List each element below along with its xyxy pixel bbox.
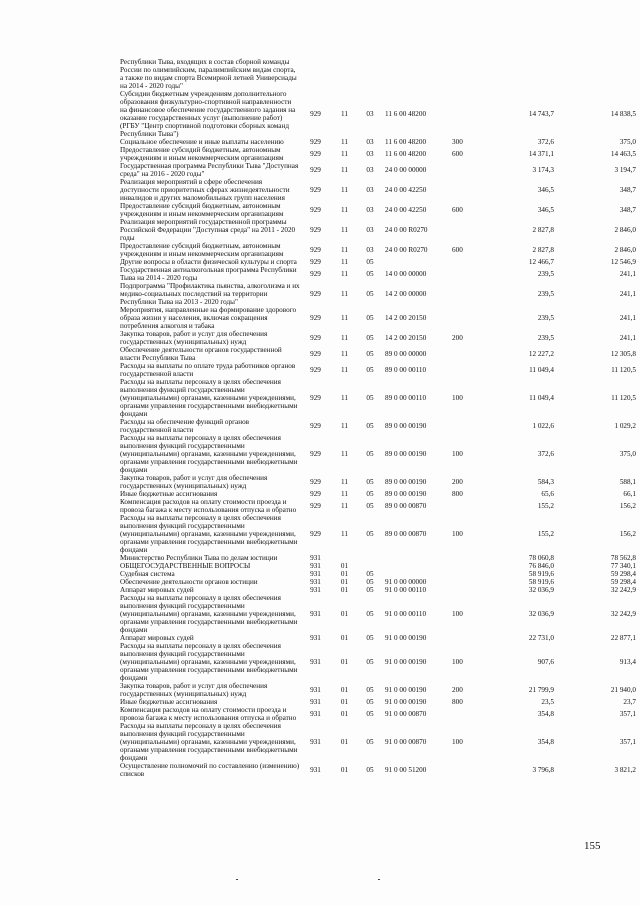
row-department-code: 929 xyxy=(310,110,321,118)
row-description: Предоставление субсидий бюджетным, автономным учреждениям и иным некоммерческим организациям xyxy=(120,202,284,218)
row-expense-type-code: 200 xyxy=(452,334,463,342)
table-row xyxy=(120,178,636,202)
row-subsection-code: 05 xyxy=(366,766,374,774)
row-amount-year-2: 156,2 xyxy=(619,530,636,538)
row-amount-year-2: 11 120,5 xyxy=(611,394,636,402)
table-row xyxy=(120,474,636,490)
row-section-code: 11 xyxy=(341,478,348,486)
row-amount-year-2: 241,1 xyxy=(619,314,636,322)
row-amount-year-1: 372,6 xyxy=(537,138,554,146)
row-subsection-code: 05 xyxy=(366,314,374,322)
row-description: Аппарат мировых судей xyxy=(120,586,194,594)
row-amount-year-2: 375,0 xyxy=(619,450,636,458)
table-row xyxy=(120,258,636,266)
row-description: Компенсация расходов на оплату стоимости проезда и провоза багажа к месту использования отпуска и обратно xyxy=(120,498,297,514)
row-section-code: 01 xyxy=(340,634,349,642)
row-subsection-code: 03 xyxy=(366,110,374,118)
row-subsection-code: 05 xyxy=(366,450,374,458)
row-target-article-code: 14 0 00 00000 xyxy=(385,270,427,278)
row-amount-year-1: 12 227,2 xyxy=(528,350,554,358)
table-row xyxy=(120,594,636,634)
row-department-code: 931 xyxy=(310,658,321,666)
row-subsection-code: 05 xyxy=(366,658,374,666)
row-section-code: 11 xyxy=(341,490,348,498)
scan-speck xyxy=(378,879,380,880)
row-expense-type-code: 600 xyxy=(452,246,463,254)
row-amount-year-1: 32 036,9 xyxy=(528,586,554,594)
row-section-code: 11 xyxy=(341,246,348,254)
row-subsection-code: 05 xyxy=(366,634,374,642)
row-target-article-code: 24 0 00 R0270 xyxy=(385,226,428,234)
row-expense-type-code: 300 xyxy=(452,138,463,146)
row-subsection-code: 05 xyxy=(366,686,374,694)
row-subsection-code: 05 xyxy=(366,422,374,430)
table-row xyxy=(120,282,636,306)
row-department-code: 931 xyxy=(310,554,321,562)
row-expense-type-code: 100 xyxy=(452,738,463,746)
row-amount-year-1: 2 827,8 xyxy=(532,226,554,234)
row-description: Подпрограмма "Профилактика пьянства, алкоголизма и их медико-социальных последствий на территории Республики Тыва на 2013 - 2020 годы" xyxy=(120,282,300,306)
row-description: Компенсация расходов на оплату стоимости проезда и провоза багажа к месту использования отпуска и обратно xyxy=(120,706,297,722)
row-target-article-code: 89 0 00 00870 xyxy=(385,530,427,538)
row-description: Закупка товаров, работ и услуг для обеспечения государственных (муниципальных) нужд xyxy=(120,474,268,490)
row-target-article-code: 89 0 00 00190 xyxy=(385,450,427,458)
row-department-code: 931 xyxy=(310,698,321,706)
table-row xyxy=(120,138,636,146)
row-section-code: 11 xyxy=(341,290,348,298)
row-target-article-code: 91 0 00 00870 xyxy=(385,738,427,746)
table-row xyxy=(120,434,636,474)
row-department-code: 931 xyxy=(310,586,321,594)
row-subsection-code: 05 xyxy=(366,698,374,706)
row-amount-year-1: 346,5 xyxy=(537,206,554,214)
table-row xyxy=(120,562,636,570)
table-row xyxy=(120,330,636,346)
row-section-code: 11 xyxy=(341,334,348,342)
row-subsection-code: 03 xyxy=(366,226,374,234)
row-section-code: 11 xyxy=(341,258,348,266)
row-amount-year-2: 241,1 xyxy=(619,270,636,278)
row-description: Другие вопросы в области физической культуры и спорта xyxy=(120,258,297,266)
row-description: Закупка товаров, работ и услуг для обеспечения государственных (муниципальных) нужд xyxy=(120,330,268,346)
row-amount-year-1: 76 846,0 xyxy=(528,562,554,570)
row-amount-year-1: 3 174,3 xyxy=(532,166,554,174)
row-amount-year-1: 155,2 xyxy=(537,530,554,538)
row-description: ОБЩЕГОСУДАРСТВЕННЫЕ ВОПРОСЫ xyxy=(120,562,251,570)
row-section-code: 11 xyxy=(341,110,348,118)
row-subsection-code: 03 xyxy=(366,206,374,214)
row-subsection-code: 05 xyxy=(366,710,374,718)
row-amount-year-2: 375,0 xyxy=(619,138,636,146)
table-row xyxy=(120,202,636,218)
row-amount-year-1: 354,8 xyxy=(537,738,554,746)
table-row xyxy=(120,498,636,514)
row-description: Судебная система xyxy=(120,570,175,578)
table-row xyxy=(120,346,636,362)
row-subsection-code: 05 xyxy=(366,270,374,278)
table-row xyxy=(120,578,636,586)
table-row xyxy=(120,682,636,698)
row-description: Министерство Республики Тыва по делам юстиции xyxy=(120,554,278,562)
row-amount-year-2: 12 546,9 xyxy=(610,258,636,266)
table-row xyxy=(120,418,636,434)
row-description: Расходы на выплаты персоналу в целях обеспечения выполнения функций государственными (муниципальными) органами, казенными учреждениями, органами управления государственными внебюджетными фондами xyxy=(120,642,298,682)
table-row xyxy=(120,266,636,282)
table-row xyxy=(120,162,636,178)
row-subsection-code: 05 xyxy=(366,586,374,594)
row-amount-year-1: 239,5 xyxy=(537,314,554,322)
row-amount-year-2: 21 940,0 xyxy=(610,686,636,694)
table-row xyxy=(120,58,636,90)
row-expense-type-code: 800 xyxy=(452,698,463,706)
row-section-code: 11 xyxy=(341,314,348,322)
row-description: Расходы на выплаты персоналу в целях обеспечения выполнения функций государственными (муниципальными) органами, казенными учреждениями, органами управления государственными внебюджетными фондами xyxy=(120,594,298,634)
row-section-code: 11 xyxy=(341,530,348,538)
row-amount-year-2: 2 846,0 xyxy=(614,246,636,254)
row-section-code: 11 xyxy=(341,422,348,430)
row-amount-year-1: 65,6 xyxy=(541,490,554,498)
row-amount-year-2: 59 298,4 xyxy=(610,578,636,586)
row-section-code: 11 xyxy=(341,350,348,358)
table-row xyxy=(120,586,636,594)
row-description: Расходы на выплаты персоналу в целях обеспечения выполнения функций государственными (муниципальными) органами, казенными учреждениями, органами управления государственными внебюджетными фондами xyxy=(120,434,298,474)
row-target-article-code: 91 0 00 51200 xyxy=(385,766,427,774)
row-amount-year-1: 22 731,0 xyxy=(528,634,554,642)
row-description: Государственная антиалкогольная программа Республики Тыва на 2014 - 2020 годы xyxy=(120,266,297,282)
row-expense-type-code: 200 xyxy=(452,686,463,694)
row-expense-type-code: 100 xyxy=(452,394,463,402)
row-amount-year-1: 23,5 xyxy=(541,698,554,706)
table-row xyxy=(120,762,636,778)
row-amount-year-2: 3 194,7 xyxy=(614,166,636,174)
row-description: Предоставление субсидий бюджетным, автономным учреждениям и иным некоммерческим организациям xyxy=(120,146,284,162)
row-target-article-code: 89 0 00 00190 xyxy=(385,478,427,486)
row-description: Предоставление субсидий бюджетным, автономным учреждениям и иным некоммерческим организациям xyxy=(120,242,284,258)
row-amount-year-1: 372,6 xyxy=(537,450,554,458)
page-number: 155 xyxy=(584,840,601,852)
row-subsection-code: 05 xyxy=(366,738,374,746)
table-row xyxy=(120,554,636,562)
row-amount-year-2: 12 305,8 xyxy=(610,350,636,358)
row-expense-type-code: 800 xyxy=(452,490,463,498)
row-amount-year-2: 357,1 xyxy=(619,738,636,746)
row-subsection-code: 05 xyxy=(366,502,374,510)
row-department-code: 929 xyxy=(310,314,321,322)
row-description: Обеспечение деятельности органов юстиции xyxy=(120,578,258,586)
row-amount-year-1: 3 796,8 xyxy=(532,766,554,774)
row-expense-type-code: 100 xyxy=(452,658,463,666)
row-amount-year-1: 21 799,9 xyxy=(528,686,554,694)
row-amount-year-1: 239,5 xyxy=(537,270,554,278)
row-amount-year-1: 11 049,4 xyxy=(529,394,554,402)
table-row xyxy=(120,90,636,138)
row-section-code: 01 xyxy=(340,698,349,706)
row-section-code: 01 xyxy=(340,738,349,746)
row-department-code: 929 xyxy=(310,478,321,486)
row-description: Иные бюджетные ассигнования xyxy=(120,490,218,498)
row-target-article-code: 11 6 00 48200 xyxy=(385,150,427,158)
row-amount-year-2: 14 463,5 xyxy=(610,150,636,158)
row-amount-year-1: 58 919,6 xyxy=(528,570,554,578)
row-subsection-code: 05 xyxy=(366,570,374,578)
row-amount-year-1: 346,5 xyxy=(537,186,554,194)
row-section-code: 11 xyxy=(341,226,348,234)
row-description: Аппарат мировых судей xyxy=(120,634,194,642)
row-section-code: 11 xyxy=(341,166,348,174)
scan-speck xyxy=(236,879,238,880)
row-amount-year-1: 584,3 xyxy=(537,478,554,486)
row-description: Мероприятия, направленные на формирование здорового образа жизни у населения, включая сокращения потребления алкоголя и табака xyxy=(120,306,297,330)
row-target-article-code: 91 0 00 00870 xyxy=(385,710,427,718)
row-description: Расходы на выплаты персоналу в целях обеспечения выполнения функций государственными (муниципальными) органами, казенными учреждениями, органами управления государственными внебюджетными фондами xyxy=(120,514,298,554)
row-description: Реализация мероприятий в сфере обеспечения доступности приоритетных сферах жизнедеятельности инвалидов и других маломобильных групп населения xyxy=(120,178,290,202)
row-amount-year-1: 14 743,7 xyxy=(528,110,554,118)
row-department-code: 929 xyxy=(310,366,321,374)
row-amount-year-2: 357,1 xyxy=(619,710,636,718)
row-department-code: 929 xyxy=(310,490,321,498)
row-target-article-code: 11 6 00 48200 xyxy=(385,138,427,146)
row-department-code: 929 xyxy=(310,270,321,278)
table-row xyxy=(120,634,636,642)
row-department-code: 929 xyxy=(310,258,321,266)
table-row xyxy=(120,242,636,258)
row-expense-type-code: 100 xyxy=(452,530,463,538)
row-amount-year-2: 2 846,0 xyxy=(614,226,636,234)
row-department-code: 929 xyxy=(310,502,321,510)
row-section-code: 11 xyxy=(341,206,348,214)
row-description: Государственная программа Республики Тыва "Доступная среда" на 2016 - 2020 годы" xyxy=(120,162,299,178)
row-amount-year-1: 2 827,8 xyxy=(532,246,554,254)
budget-table xyxy=(120,58,636,778)
row-target-article-code: 24 0 00 42250 xyxy=(385,206,427,214)
row-target-article-code: 91 0 00 00000 xyxy=(385,578,427,586)
row-subsection-code: 05 xyxy=(366,290,374,298)
row-subsection-code: 05 xyxy=(366,258,374,266)
row-expense-type-code: 600 xyxy=(452,206,463,214)
row-department-code: 929 xyxy=(310,138,321,146)
row-section-code: 11 xyxy=(341,366,348,374)
row-target-article-code: 91 0 00 00190 xyxy=(385,634,427,642)
row-department-code: 931 xyxy=(310,562,321,570)
row-subsection-code: 05 xyxy=(366,610,374,618)
row-subsection-code: 05 xyxy=(366,350,374,358)
row-subsection-code: 05 xyxy=(366,478,374,486)
row-subsection-code: 05 xyxy=(366,394,374,402)
row-amount-year-2: 588,1 xyxy=(619,478,636,486)
row-department-code: 931 xyxy=(310,686,321,694)
row-amount-year-2: 77 340,1 xyxy=(610,562,636,570)
row-subsection-code: 03 xyxy=(366,138,374,146)
row-amount-year-1: 11 049,4 xyxy=(529,366,554,374)
row-expense-type-code: 100 xyxy=(452,450,463,458)
row-amount-year-2: 32 242,9 xyxy=(610,610,636,618)
row-target-article-code: 14 2 00 00000 xyxy=(385,290,427,298)
row-subsection-code: 03 xyxy=(366,150,374,158)
row-department-code: 931 xyxy=(310,570,321,578)
row-amount-year-2: 1 029,2 xyxy=(614,422,636,430)
row-subsection-code: 05 xyxy=(366,366,374,374)
row-department-code: 929 xyxy=(310,422,321,430)
row-section-code: 11 xyxy=(341,186,348,194)
row-amount-year-2: 22 877,1 xyxy=(610,634,636,642)
table-row xyxy=(120,146,636,162)
table-row xyxy=(120,698,636,706)
row-target-article-code: 91 0 00 00190 xyxy=(385,658,427,666)
row-expense-type-code: 200 xyxy=(452,478,463,486)
row-target-article-code: 91 0 00 00110 xyxy=(385,610,427,618)
row-subsection-code: 05 xyxy=(366,578,374,586)
table-row xyxy=(120,362,636,378)
row-amount-year-2: 241,1 xyxy=(619,290,636,298)
row-target-article-code: 89 0 00 00870 xyxy=(385,502,427,510)
row-description: Расходы на выплаты по оплате труда работников органов государственной власти xyxy=(120,362,296,378)
row-amount-year-1: 155,2 xyxy=(537,502,554,510)
row-description: Социальное обеспечение и иные выплаты населению xyxy=(120,138,284,146)
row-amount-year-1: 14 371,1 xyxy=(528,150,554,158)
table-row xyxy=(120,378,636,418)
row-amount-year-2: 156,2 xyxy=(619,502,636,510)
row-amount-year-1: 907,6 xyxy=(537,658,554,666)
row-department-code: 929 xyxy=(310,394,321,402)
table-row xyxy=(120,514,636,554)
row-description: Иные бюджетные ассигнования xyxy=(120,698,218,706)
row-target-article-code: 91 0 00 00190 xyxy=(385,698,427,706)
row-target-article-code: 91 0 00 00110 xyxy=(385,586,427,594)
row-section-code: 01 xyxy=(340,766,349,774)
row-department-code: 929 xyxy=(310,530,321,538)
row-target-article-code: 24 0 00 R0270 xyxy=(385,246,428,254)
row-amount-year-2: 23,7 xyxy=(623,698,636,706)
row-department-code: 931 xyxy=(310,634,321,642)
row-target-article-code: 89 0 00 00110 xyxy=(385,394,427,402)
row-section-code: 01 xyxy=(340,586,349,594)
row-department-code: 931 xyxy=(310,738,321,746)
row-target-article-code: 91 0 00 00190 xyxy=(385,686,427,694)
row-department-code: 931 xyxy=(310,610,321,618)
table-row xyxy=(120,218,636,242)
row-amount-year-2: 66,1 xyxy=(623,490,636,498)
row-amount-year-1: 58 919,6 xyxy=(528,578,554,586)
row-description: Реализация мероприятий государственной программы Российской Федерации "Доступная среда" на 2011 - 2020 годы xyxy=(120,218,296,242)
row-subsection-code: 03 xyxy=(366,166,374,174)
row-department-code: 929 xyxy=(310,350,321,358)
row-description: Расходы на обеспечение функций органов государственной власти xyxy=(120,418,250,434)
row-target-article-code: 89 0 00 00110 xyxy=(385,366,427,374)
row-department-code: 929 xyxy=(310,246,321,254)
row-department-code: 929 xyxy=(310,226,321,234)
row-department-code: 931 xyxy=(310,766,321,774)
row-department-code: 929 xyxy=(310,206,321,214)
table-row xyxy=(120,306,636,330)
row-target-article-code: 89 0 00 00190 xyxy=(385,422,427,430)
row-department-code: 931 xyxy=(310,710,321,718)
row-subsection-code: 05 xyxy=(366,530,374,538)
row-section-code: 01 xyxy=(340,658,349,666)
row-description: Расходы на выплаты персоналу в целях обеспечения выполнения функций государственными (муниципальными) органами, казенными учреждениями, органами управления государственными внебюджетными фондами xyxy=(120,378,298,418)
row-section-code: 01 xyxy=(340,578,349,586)
row-amount-year-2: 14 838,5 xyxy=(610,110,636,118)
row-amount-year-1: 78 060,8 xyxy=(528,554,554,562)
row-amount-year-1: 32 036,9 xyxy=(528,610,554,618)
row-description: Республики Тыва, входящих в состав сборной команды России по олимпийским, паралимпийским видам спорта, а также по видам спорта Всемирной летней Универсиады на 2014 - 2020 годы" xyxy=(120,58,297,90)
row-section-code: 11 xyxy=(341,150,348,158)
row-section-code: 11 xyxy=(341,270,348,278)
row-description: Осуществление полномочий по составлению (изменению) списков xyxy=(120,762,300,778)
row-amount-year-1: 1 022,6 xyxy=(532,422,554,430)
row-description: Расходы на выплаты персоналу в целях обеспечения выполнения функций государственными (муниципальными) органами, казенными учреждениями, органами управления государственными внебюджетными фондами xyxy=(120,722,298,762)
row-subsection-code: 03 xyxy=(366,246,374,254)
row-department-code: 929 xyxy=(310,166,321,174)
row-target-article-code: 89 0 00 00000 xyxy=(385,350,427,358)
table-row xyxy=(120,490,636,498)
row-department-code: 929 xyxy=(310,150,321,158)
row-target-article-code: 14 2 00 20150 xyxy=(385,334,427,342)
row-section-code: 01 xyxy=(340,562,349,570)
row-expense-type-code: 100 xyxy=(452,610,463,618)
table-row xyxy=(120,722,636,762)
row-description: Закупка товаров, работ и услуг для обеспечения государственных (муниципальных) нужд xyxy=(120,682,268,698)
row-section-code: 11 xyxy=(341,450,348,458)
table-row xyxy=(120,642,636,682)
row-amount-year-2: 11 120,5 xyxy=(611,366,636,374)
row-amount-year-2: 241,1 xyxy=(619,334,636,342)
row-amount-year-2: 3 821,2 xyxy=(614,766,636,774)
row-amount-year-1: 239,5 xyxy=(537,290,554,298)
row-section-code: 01 xyxy=(340,570,349,578)
row-department-code: 929 xyxy=(310,186,321,194)
row-target-article-code: 89 0 00 00190 xyxy=(385,490,427,498)
row-amount-year-1: 239,5 xyxy=(537,334,554,342)
row-description: Обеспечение деятельности органов государственной власти Республики Тыва xyxy=(120,346,282,362)
table-row xyxy=(120,706,636,722)
row-amount-year-2: 913,4 xyxy=(619,658,636,666)
row-target-article-code: 11 6 00 48200 xyxy=(385,110,427,118)
row-section-code: 11 xyxy=(341,394,348,402)
row-amount-year-2: 59 298,4 xyxy=(610,570,636,578)
row-target-article-code: 24 0 00 00000 xyxy=(385,166,427,174)
row-section-code: 11 xyxy=(341,138,348,146)
row-department-code: 931 xyxy=(310,578,321,586)
row-target-article-code: 14 2 00 20150 xyxy=(385,314,427,322)
row-amount-year-2: 348,7 xyxy=(619,206,636,214)
row-amount-year-2: 78 562,8 xyxy=(610,554,636,562)
row-amount-year-2: 32 242,9 xyxy=(610,586,636,594)
row-department-code: 929 xyxy=(310,334,321,342)
row-subsection-code: 05 xyxy=(366,334,374,342)
row-target-article-code: 24 0 00 42250 xyxy=(385,186,427,194)
row-section-code: 01 xyxy=(340,686,349,694)
row-amount-year-1: 12 466,7 xyxy=(528,258,554,266)
row-subsection-code: 05 xyxy=(366,490,374,498)
row-description: Субсидии бюджетным учреждениям дополнительного образования физкультурно-спортивной направленности на финансовое обеспечение государственного задания на оказание государственных услуг (выполнение работ) (РГБУ "Центр спортивной подготовки сборных команд Республики Тыва") xyxy=(120,90,296,138)
row-department-code: 929 xyxy=(310,290,321,298)
row-section-code: 11 xyxy=(341,502,348,510)
table-row xyxy=(120,570,636,578)
row-amount-year-2: 348,7 xyxy=(619,186,636,194)
row-amount-year-1: 354,8 xyxy=(537,710,554,718)
row-subsection-code: 03 xyxy=(366,186,374,194)
row-expense-type-code: 600 xyxy=(452,150,463,158)
row-section-code: 01 xyxy=(340,710,349,718)
row-section-code: 01 xyxy=(340,610,349,618)
row-department-code: 929 xyxy=(310,450,321,458)
